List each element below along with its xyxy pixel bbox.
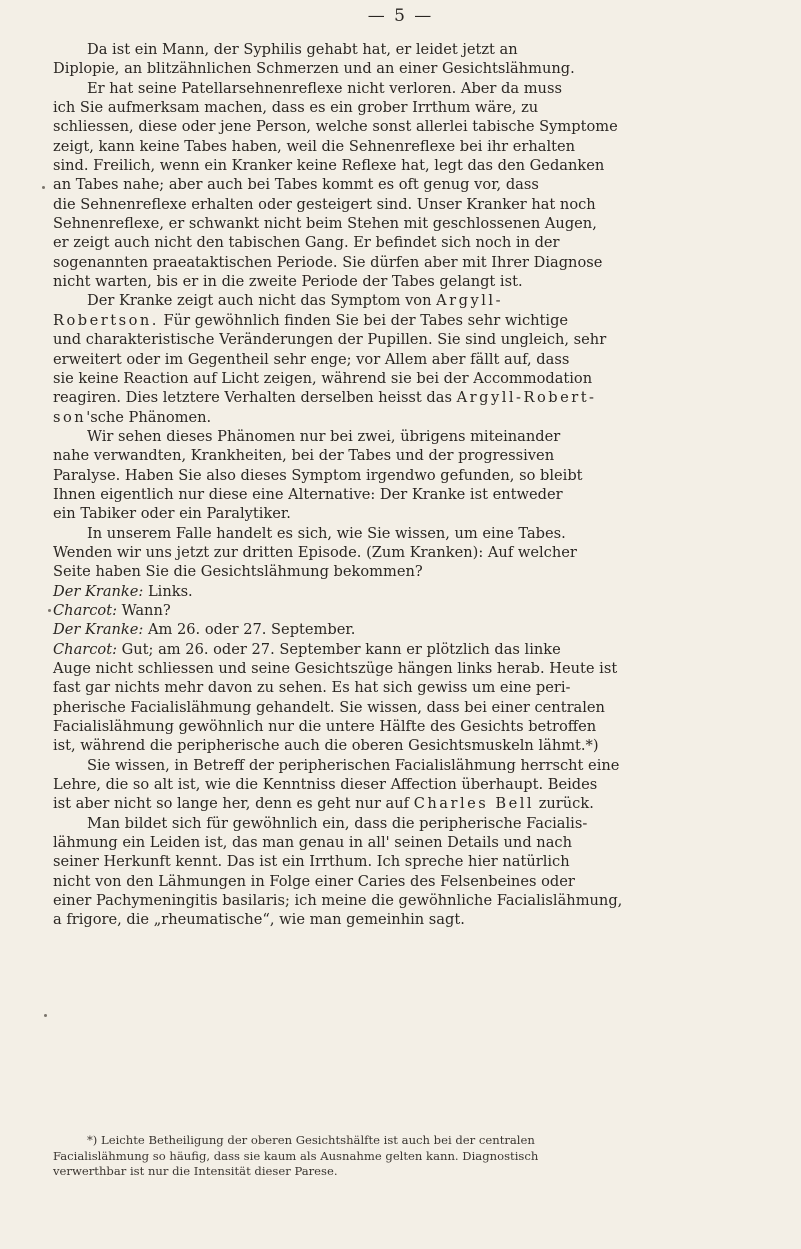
- spaced-name: Robertson.: [53, 311, 159, 329]
- footnote-line: Facialislähmung so häufig, dass sie kaum als Ausnahme gelten kann. Diagnostisch: [53, 1148, 539, 1163]
- text-line: [53, 910, 773, 929]
- text-line: [53, 233, 773, 252]
- text-run: Sehnenreflexe, er schwankt nicht beim Stehen mit geschlossenen Augen,: [53, 215, 597, 233]
- text-run: Auge nicht schliessen und seine Gesichtszüge hängen links herab. Heute ist: [53, 660, 618, 677]
- footnote: [53, 1133, 773, 1180]
- text-line: [53, 427, 773, 446]
- text-run: Lehre, die so alt ist, wie die Kenntniss dieser Affection überhaupt. Beides: [53, 776, 598, 794]
- text-line: [53, 117, 773, 136]
- text-run: Wenden wir uns jetzt zur dritten Episode. (Zum Kranken): Auf welcher: [53, 543, 577, 561]
- text-line: [53, 214, 773, 233]
- text-line: [53, 620, 773, 639]
- footnote-line: *) Leichte Betheiligung der oberen Gesichtshälfte ist auch bei der centralen: [87, 1133, 535, 1147]
- text-line: [53, 524, 773, 543]
- text-line: [53, 195, 773, 214]
- text-run: Wir sehen dieses Phänomen nur bei zwei, übrigens miteinander: [87, 427, 561, 445]
- text-run: 'sche Phänomen.: [86, 408, 212, 426]
- text-line: [53, 156, 773, 175]
- text-line: [53, 698, 773, 717]
- text-run: schliessen, diese oder jene Person, welche sonst allerlei tabische Symptome: [53, 118, 618, 136]
- text-line: [53, 79, 773, 98]
- text-line: [53, 794, 773, 813]
- text-line: [53, 659, 773, 678]
- margin-speck: [44, 1014, 47, 1017]
- text-run: einer Pachymeningitis basilaris; ich meine die gewöhnliche Facialislähmung,: [53, 892, 623, 910]
- text-run: a frigore, die „rheumatische“, wie man gemeinhin sagt.: [53, 911, 465, 929]
- text-line: [53, 330, 773, 349]
- text-run: Paralyse. Haben Sie also dieses Symptom irgendwo gefunden, so bleibt: [53, 466, 583, 484]
- text-run: zeigt, kann keine Tabes haben, weil die Sehnenreflexe bei ihr erhalten: [53, 137, 576, 155]
- text-run: nicht von den Lähmungen in Folge einer Caries des Felsenbeines oder: [53, 872, 575, 890]
- text-line: [53, 678, 773, 697]
- text-line: [53, 466, 773, 485]
- text-run: lähmung ein Leiden ist, das man genau in all' seinen Details und nach: [53, 834, 572, 852]
- spaced-name: son: [53, 408, 87, 426]
- text-line: [53, 253, 773, 272]
- text-line: [53, 137, 773, 156]
- text-line: [53, 98, 773, 117]
- text-line: [53, 833, 773, 852]
- text-run: ist aber nicht so lange her, denn es geht nur auf: [53, 795, 414, 813]
- text-line: [53, 388, 773, 407]
- text-run: ein Tabiker oder ein Paralytiker.: [53, 505, 291, 523]
- text-run: Links.: [143, 582, 193, 600]
- text-line: [53, 369, 773, 388]
- text-run: er zeigt auch nicht den tabischen Gang. Er befindet sich noch in der: [53, 234, 560, 252]
- text-line: [53, 543, 773, 562]
- text-line: [53, 485, 773, 504]
- text-run: Für gewöhnlich finden Sie bei der Tabes sehr wichtige: [158, 311, 569, 329]
- text-line: [53, 814, 773, 833]
- text-run: Sie wissen, in Betreff der peripherischen Facialislähmung herrscht eine: [87, 756, 620, 774]
- text-line: [53, 582, 773, 601]
- text-run: sind. Freilich, wenn ein Kranker keine Reflexe hat, legt das den Gedanken: [53, 157, 605, 175]
- text-run: ist, während die peripherische auch die oberen Gesichtsmuskeln lähmt.*): [53, 737, 599, 755]
- text-line: [53, 756, 773, 775]
- text-run: Seite haben Sie die Gesichtslähmung bekommen?: [53, 563, 423, 581]
- speaker-label: Charcot:: [53, 601, 117, 619]
- text-line: [53, 775, 773, 794]
- text-run: Man bildet sich für gewöhnlich ein, dass die peripherische Facialis-: [87, 814, 588, 832]
- text-run: Am 26. oder 27. September.: [143, 621, 356, 639]
- text-run: seiner Herkunft kennt. Das ist ein Irrthum. Ich spreche hier natürlich: [53, 853, 570, 871]
- text-line: [53, 446, 773, 465]
- text-line: [53, 350, 773, 369]
- text-line: [53, 59, 773, 78]
- text-line: [53, 40, 773, 59]
- text-run: die Sehnenreflexe erhalten oder gesteigert sind. Unser Kranker hat noch: [53, 195, 596, 213]
- text-line: [53, 311, 773, 330]
- text-run: sie keine Reaction auf Licht zeigen, während sie bei der Accommodation: [53, 369, 593, 387]
- spaced-name: Charles Bell: [413, 795, 535, 813]
- text-run: Er hat seine Patellarsehnenreflexe nicht verloren. Aber da muss: [87, 79, 562, 97]
- text-line: [53, 736, 773, 755]
- text-line: [53, 717, 773, 736]
- body-text: [53, 40, 773, 930]
- text-run: fast gar nichts mehr davon zu sehen. Es hat sich gewiss um eine peri-: [53, 679, 571, 697]
- text-run: Wann?: [116, 601, 171, 619]
- page-number: — 5 —: [367, 6, 434, 26]
- text-run: zurück.: [534, 795, 594, 813]
- text-line: [53, 891, 773, 910]
- text-line: [53, 504, 773, 523]
- speaker-label: Der Kranke:: [53, 582, 144, 600]
- spaced-name: Argyll-: [436, 292, 504, 310]
- text-run: nicht warten, bis er in die zweite Periode der Tabes gelangt ist.: [53, 273, 523, 291]
- text-run: Gut; am 26. oder 27. September kann er plötzlich das linke: [116, 640, 561, 658]
- text-run: erweitert oder im Gegentheil sehr enge; vor Allem aber fällt auf, dass: [53, 350, 570, 368]
- text-run: und charakteristische Veränderungen der Pupillen. Sie sind ungleich, sehr: [53, 331, 607, 349]
- text-run: sogenannten praeataktischen Periode. Sie dürfen aber mit Ihrer Diagnose: [53, 253, 603, 271]
- text-line: [53, 175, 773, 194]
- text-run: an Tabes nahe; aber auch bei Tabes kommt es oft genug vor, dass: [53, 176, 539, 194]
- text-run: Diplopie, an blitzähnlichen Schmerzen und an einer Gesichtslähmung.: [53, 60, 575, 78]
- text-run: ich Sie aufmerksam machen, dass es ein grober Irrthum wäre, zu: [53, 99, 539, 117]
- text-line: [53, 291, 773, 310]
- text-line: [53, 408, 773, 427]
- margin-speck: [42, 186, 45, 189]
- text-line: [53, 272, 773, 291]
- text-line: [53, 640, 773, 659]
- speaker-label: Der Kranke:: [53, 621, 144, 639]
- text-run: nahe verwandten, Krankheiten, bei der Tabes und der progressiven: [53, 447, 555, 465]
- text-run: Ihnen eigentlich nur diese eine Alternative: Der Kranke ist entweder: [53, 485, 563, 503]
- text-run: Da ist ein Mann, der Syphilis gehabt hat, er leidet jetzt an: [87, 41, 518, 58]
- footnote-line: verwerthbar ist nur die Intensität dieser Parese.: [53, 1164, 338, 1178]
- text-line: [53, 852, 773, 871]
- text-run: Der Kranke zeigt auch nicht das Symptom von: [87, 292, 437, 310]
- text-line: [53, 601, 773, 620]
- text-run: pherische Facialislähmung gehandelt. Sie wissen, dass bei einer centralen: [53, 698, 605, 716]
- text-run: Facialislähmung gewöhnlich nur die untere Hälfte des Gesichts betroffen: [53, 718, 597, 736]
- speaker-label: Charcot:: [53, 640, 117, 658]
- margin-speck: [48, 609, 51, 612]
- text-line: [53, 872, 773, 891]
- text-run: reagiren. Dies letztere Verhalten derselben heisst das: [53, 389, 457, 407]
- text-line: [53, 562, 773, 581]
- text-run: In unserem Falle handelt es sich, wie Sie wissen, um eine Tabes.: [87, 524, 566, 542]
- spaced-name: Argyll-Robert-: [456, 389, 597, 407]
